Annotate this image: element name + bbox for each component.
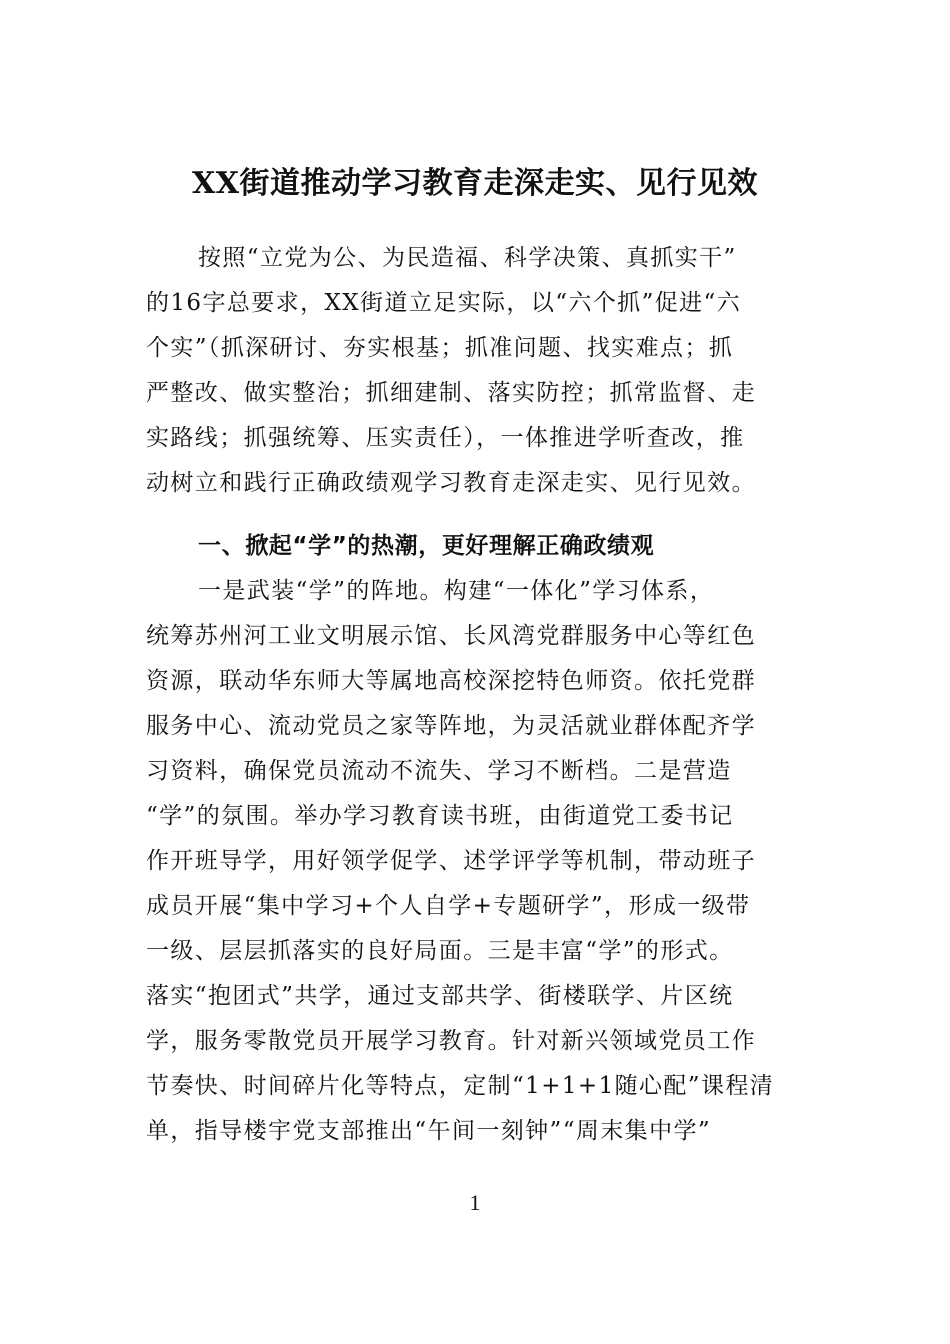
page-number: 1	[469, 1190, 481, 1215]
paragraph-1-line-4: 严整改、做实整治；抓细建制、落实防控；抓常监督、走	[146, 380, 756, 406]
paragraph-2-line-13: 单，指导楼宇党支部推出“午间一刻钟”“周末集中学”	[146, 1118, 712, 1144]
paragraph-2-line-6: “学”的氛围。举办学习教育读书班，由街道党工委书记	[146, 803, 734, 829]
paragraph-1-line-1: 按照“立党为公、为民造福、科学决策、真抓实干”	[198, 245, 737, 271]
paragraph-1-line-2: 的16字总要求，XX街道立足实际，以“六个抓”促进“六	[146, 290, 742, 316]
paragraph-2-line-10: 落实“抱团式”共学，通过支部共学、街楼联学、片区统	[146, 983, 734, 1009]
paragraph-2-line-4: 服务中心、流动党员之家等阵地，为灵活就业群体配齐学	[146, 713, 756, 739]
paragraph-2-line-12: 节奏快、时间碎片化等特点，定制“1+1+1随心配”课程清	[146, 1073, 775, 1099]
section-heading: 一、掀起“学”的热潮，更好理解正确政绩观	[198, 533, 655, 559]
paragraph-2-line-9: 一级、层层抓落实的良好局面。三是丰富“学”的形式。	[146, 938, 734, 964]
paragraph-2-line-8: 成员开展“集中学习+个人自学+专题研学”，形成一级带	[146, 893, 751, 919]
paragraph-2-line-1: 一是武装“学”的阵地。构建“一体化”学习体系，	[198, 578, 715, 604]
paragraph-1-line-6: 动树立和践行正确政绩观学习教育走深走实、见行见效。	[146, 470, 756, 496]
paragraph-2-line-11: 学，服务零散党员开展学习教育。针对新兴领域党员工作	[146, 1028, 756, 1054]
paragraph-2-line-5: 习资料，确保党员流动不流失、学习不断档。二是营造	[146, 758, 732, 784]
paragraph-1-line-5: 实路线；抓强统筹、压实责任），一体推进学听查改，推	[146, 425, 745, 451]
paragraph-1-line-3: 个实”（抓深研讨、夯实根基；抓准问题、找实难点；抓	[146, 335, 734, 361]
paragraph-2-line-2: 统筹苏州河工业文明展示馆、长风湾党群服务中心等红色	[146, 623, 756, 649]
paragraph-2-line-7: 作开班导学，用好领学促学、述学评学等机制，带动班子	[146, 848, 756, 874]
document-title: XX街道推动学习教育走深走实、见行见效	[191, 166, 759, 201]
paragraph-2-line-3: 资源，联动华东师大等属地高校深挖特色师资。依托党群	[146, 668, 756, 694]
